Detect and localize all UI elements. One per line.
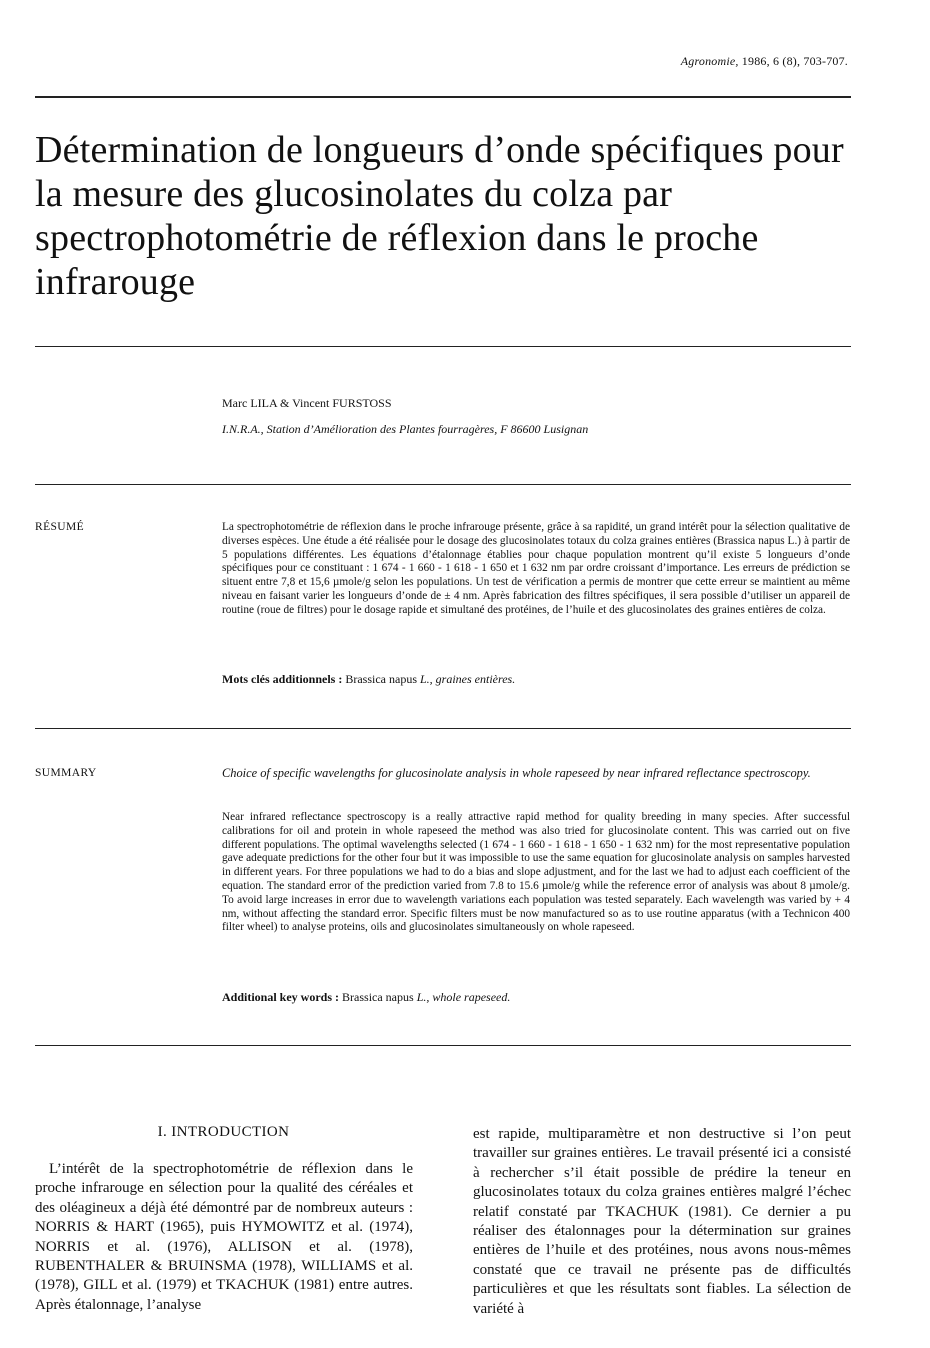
- resume-keywords-rest: L., graines entières.: [420, 672, 516, 686]
- journal-citation: [681, 54, 848, 69]
- citation-details: 1986, 6 (8), 703-707.: [738, 54, 848, 68]
- introduction-heading: I. INTRODUCTION: [157, 1124, 290, 1140]
- authors-rule: [35, 484, 851, 485]
- introduction-col1-text: L’intérêt de la spectrophotométrie de réflexion dans le proche infrarouge en sélection pour la qualité des céréales et des oléagineux a déjà été démontré par de nombreux auteurs : NORRIS & HART (1965), puis HYMOWITZ et al. (1974), NORRIS et al. (1976), ALLISON et al. (1978), RUBENTHALER & BRUINSMA (1978), WILLIAMS et al. (1978), GILL et al. (1979) et TKACHUK (1981) entre autres. Après étalonnage, l’analyse: [35, 1161, 413, 1313]
- summary-rule: [35, 1045, 851, 1046]
- authors: Marc LILA & Vincent FURSTOSS: [222, 396, 392, 410]
- summary-keywords: [222, 990, 510, 1005]
- resume-keywords-species: Brassica napus: [342, 672, 420, 686]
- header-rule: [35, 96, 851, 98]
- summary-title: Choice of specific wavelengths for glucosinolate analysis in whole rapeseed by near infrared reflectance spectroscopy.: [222, 766, 811, 780]
- summary-keywords-rest: L., whole rapeseed.: [416, 990, 511, 1004]
- introduction-column-2: est rapide, multiparamètre et non destructive si l’on peut travailler sur graines entières. Le travail présenté ici a consisté à rechercher s’il était possible de prédire la teneur en glucosinolates totaux du colza graines entières malgré l’échec relatif constaté par TKACHUK (1981). Ce dernier a pu réaliser des étalonnages pour la détermination sur graines entières de l’huile et des protéines, nous avons nous-mêmes constaté que ce travail ne présente pas de difficultés particulières et que les résultats sont fiables. La sélection de variété à: [473, 1126, 851, 1317]
- title-rule: [35, 346, 851, 347]
- resume-text: La spectrophotométrie de réflexion dans le proche infrarouge présente, grâce à sa rapidité, un grand intérêt pour la sélection qualitative de diverses espèces. Une étude a été réalisée pour le dosage des glucosinolates totaux du colza graines entières (Brassica napus L.) à partir de 5 populations différentes. Les équations d’étalonnage établies pour chaque population montrent qu’il existe 5 longueurs d’onde spécifiques pour ce constituant : 1 674 - 1 660 - 1 618 - 1 650 et 1 632 nm par ordre croissant d’importance. Les erreurs de prédiction se situent entre 7,8 et 15,6 µmole/g selon les populations. Un test de vérification a permis de montrer que cette erreur se maintient au même niveau en faisant varier les longueurs d’onde de ± 4 nm. Après fabrication des filtres spécifiques, il sera possible d’utiliser un appareil de routine (roue de filtres) pour le dosage rapide et simultané des protéines, de l’huile et des glucosinolates des graines entières de colza.: [222, 521, 850, 616]
- resume-keywords-label: Mots clés additionnels :: [222, 672, 343, 686]
- summary-keywords-species: Brassica napus: [339, 990, 417, 1004]
- journal-name: Agronomie,: [680, 54, 739, 68]
- summary-keywords-label: Additional key words :: [222, 990, 340, 1004]
- introduction-column-1: [35, 1160, 413, 1315]
- resume-keywords: [222, 672, 515, 687]
- summary-label: SUMMARY: [35, 767, 97, 779]
- resume-rule: [35, 728, 851, 729]
- affiliation: I.N.R.A., Station d’Amélioration des Plantes fourragères, F 86600 Lusignan: [222, 422, 589, 436]
- paper-title: Détermination de longueurs d’onde spécifiques pour la mesure des glucosinolates du colza par spectrophotométrie de réflexion dans le proche infrarouge: [35, 129, 844, 303]
- summary-text: Near infrared reflectance spectroscopy is a really attractive rapid method for quality breeding in many species. After successful calibrations for oil and protein in whole rapeseed the method was also tried for glucosinolate content. This was carried out on five different populations. The optimal wavelengths selected (1 674 - 1 660 - 1 618 - 1 650 - 1 632 nm) for the most representative population gave adequate predictions for the other four but it was impossible to use the same equation for glucosinolate analysis on samples harvested in different years. For three populations we had to do a bias and slope adjustment, and for the last we had to adjust each coefficient of the equation. The standard error of the prediction varied from 7.8 to 15.6 µmole/g while the reference error of analysis was about 8 µmole/g. To avoid large increases in error due to wavelength variations each population was tested separately. Each wavelength was varied by + 4 nm, without affecting the standard error. Specific filters must be now manufactured so as to use routine apparatus (with a Technicon 400 filter wheel) to analyse proteins, oils and glucosinolates simultaneously on whole rapeseed.: [222, 811, 850, 934]
- resume-label: RÉSUMÉ: [35, 521, 85, 533]
